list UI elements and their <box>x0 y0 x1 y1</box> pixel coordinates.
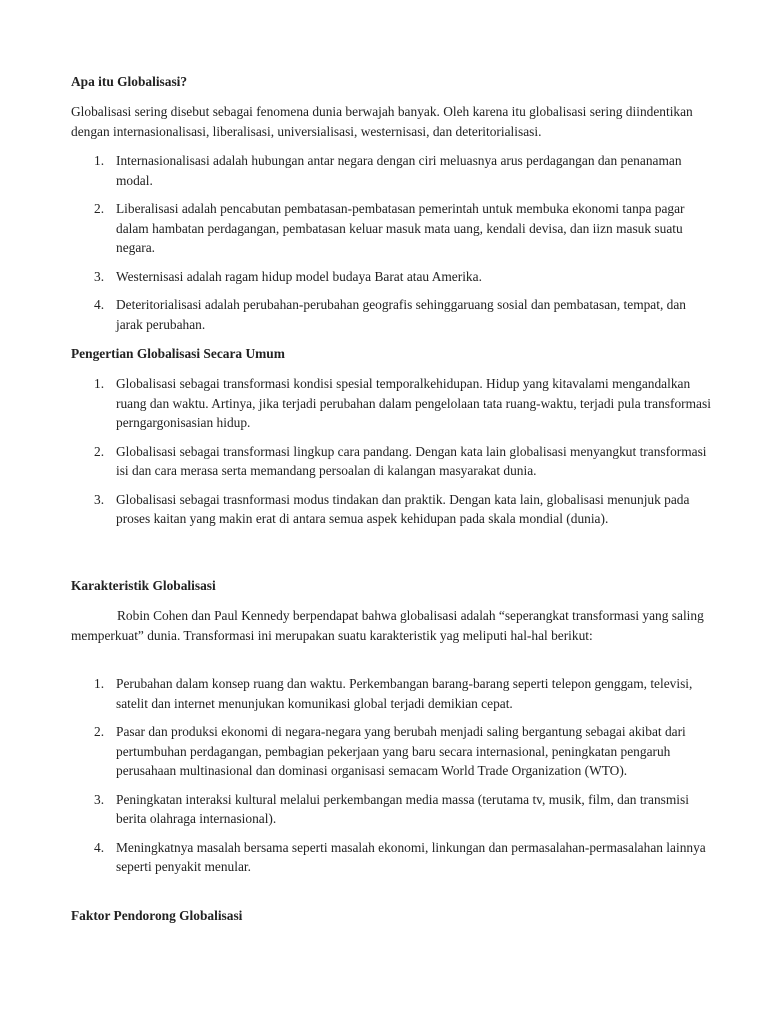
intro-paragraph: Globalisasi sering disebut sebagai fenomena dunia berwajah banyak. Oleh karena itu globalisasi sering diindentikan dengan internasionalisasi, liberalisasi, universialisasi, westernisasi, dan deteritorialisasi. <box>71 104 693 139</box>
list-item <box>71 374 711 433</box>
list-number: 2. <box>94 724 105 739</box>
list-item-text: Globalisasi sebagai transformasi kondisi spesial temporalkehidupan. Hidup yang kitavalami mengandalkan ruang dan waktu. Artinya, jika terjadi perubahan dalam pengelolaan tata ruang-waktu, terjadi pula transformasi perngargonisasian hidup. <box>116 376 711 430</box>
list-item-text: Globalisasi sebagai trasnformasi modus tindakan dan praktik. Dengan kata lain, globalisasi menunjuk pada proses kaitan yang makin erat di antara semua aspek kehidupan pada skala mondial (dunia). <box>116 491 690 526</box>
list-item-text: Pasar dan produksi ekonomi di negara-negara yang berubah menjadi saling bergantung sebagai akibat dari pertumbuhan perdagangan, pembagian pekerjaan yang baru secara internasional, peningkatan pengaruh perusahaan multinasional dan dominasi organisasi semacam World Trade Organization (WTO). <box>116 724 686 778</box>
list-item-text: Globalisasi sebagai transformasi lingkup cara pandang. Dengan kata lain globalisasi menyangkut transformasi isi dan cara merasa serta memandang persoalan di kalangan masyarakat dunia. <box>116 443 707 478</box>
section-heading: Pengertian Globalisasi Secara Umum <box>71 346 285 361</box>
list-item <box>71 838 711 877</box>
list-item <box>71 442 711 481</box>
list-number: 4. <box>94 297 105 312</box>
list-item <box>71 199 711 258</box>
list-item <box>71 790 711 829</box>
list-item-text: Deteritorialisasi adalah perubahan-perubahan geografis sehinggaruang sosial dan pembatasan, tempat, dan jarak perubahan. <box>116 297 687 332</box>
list-item <box>71 267 711 287</box>
section-heading: Apa itu Globalisasi? <box>71 74 188 89</box>
list-number: 3. <box>94 791 105 807</box>
list-item-text: Meningkatnya masalah bersama seperti masalah ekonomi, linkungan dan permasalahan-permasalahan lainnya seperti penyakit menular. <box>116 839 706 874</box>
section-heading: Karakteristik Globalisasi <box>71 578 216 593</box>
list-item-text: Perubahan dalam konsep ruang dan waktu. Perkembangan barang-barang seperti telepon genggam, televisi, satelit dan internet menunjukan komunikasi global terjadi demikian cepat. <box>116 676 693 711</box>
list-item-text: Peningkatan interaksi kultural melalui perkembangan media massa (terutama tv, musik, film, dan transmisi berita olahraga internasional). <box>116 791 689 826</box>
list-number: 2. <box>94 443 105 459</box>
section-heading: Faktor Pendorong Globalisasi <box>71 908 243 923</box>
list-item <box>71 490 711 529</box>
list-item-text: Internasionalisasi adalah hubungan antar negara dengan ciri meluasnya arus perdagangan dan penanaman modal. <box>116 153 682 188</box>
list-item <box>71 722 711 781</box>
list-item <box>71 295 711 334</box>
list-number: 1. <box>94 153 105 168</box>
list-item <box>71 151 711 190</box>
list-number: 2. <box>94 201 105 216</box>
intro-paragraph: Robin Cohen dan Paul Kennedy berpendapat bahwa globalisasi adalah “seperangkat transformasi yang saling memperkuat” dunia. Transformasi ini merupakan suatu karakteristik yag meliputi hal-hal berikut: <box>71 608 704 643</box>
numbered-list <box>71 674 711 877</box>
list-number: 4. <box>94 839 105 855</box>
numbered-list <box>71 151 711 334</box>
list-number: 3. <box>94 268 105 284</box>
list-item-text: Westernisasi adalah ragam hidup model budaya Barat atau Amerika. <box>116 268 482 284</box>
list-item-text: Liberalisasi adalah pencabutan pembatasan-pembatasan pemerintah untuk membuka ekonomi tanpa pagar dalam hambatan perdagangan, pembatasan keluar masuk mata uang, kendali devisa, dan iizn masuk suatu negara. <box>116 201 685 255</box>
list-number: 1. <box>94 376 105 391</box>
list-number: 3. <box>94 491 105 507</box>
numbered-list <box>71 374 711 529</box>
list-number: 1. <box>94 676 105 691</box>
list-item <box>71 674 711 713</box>
